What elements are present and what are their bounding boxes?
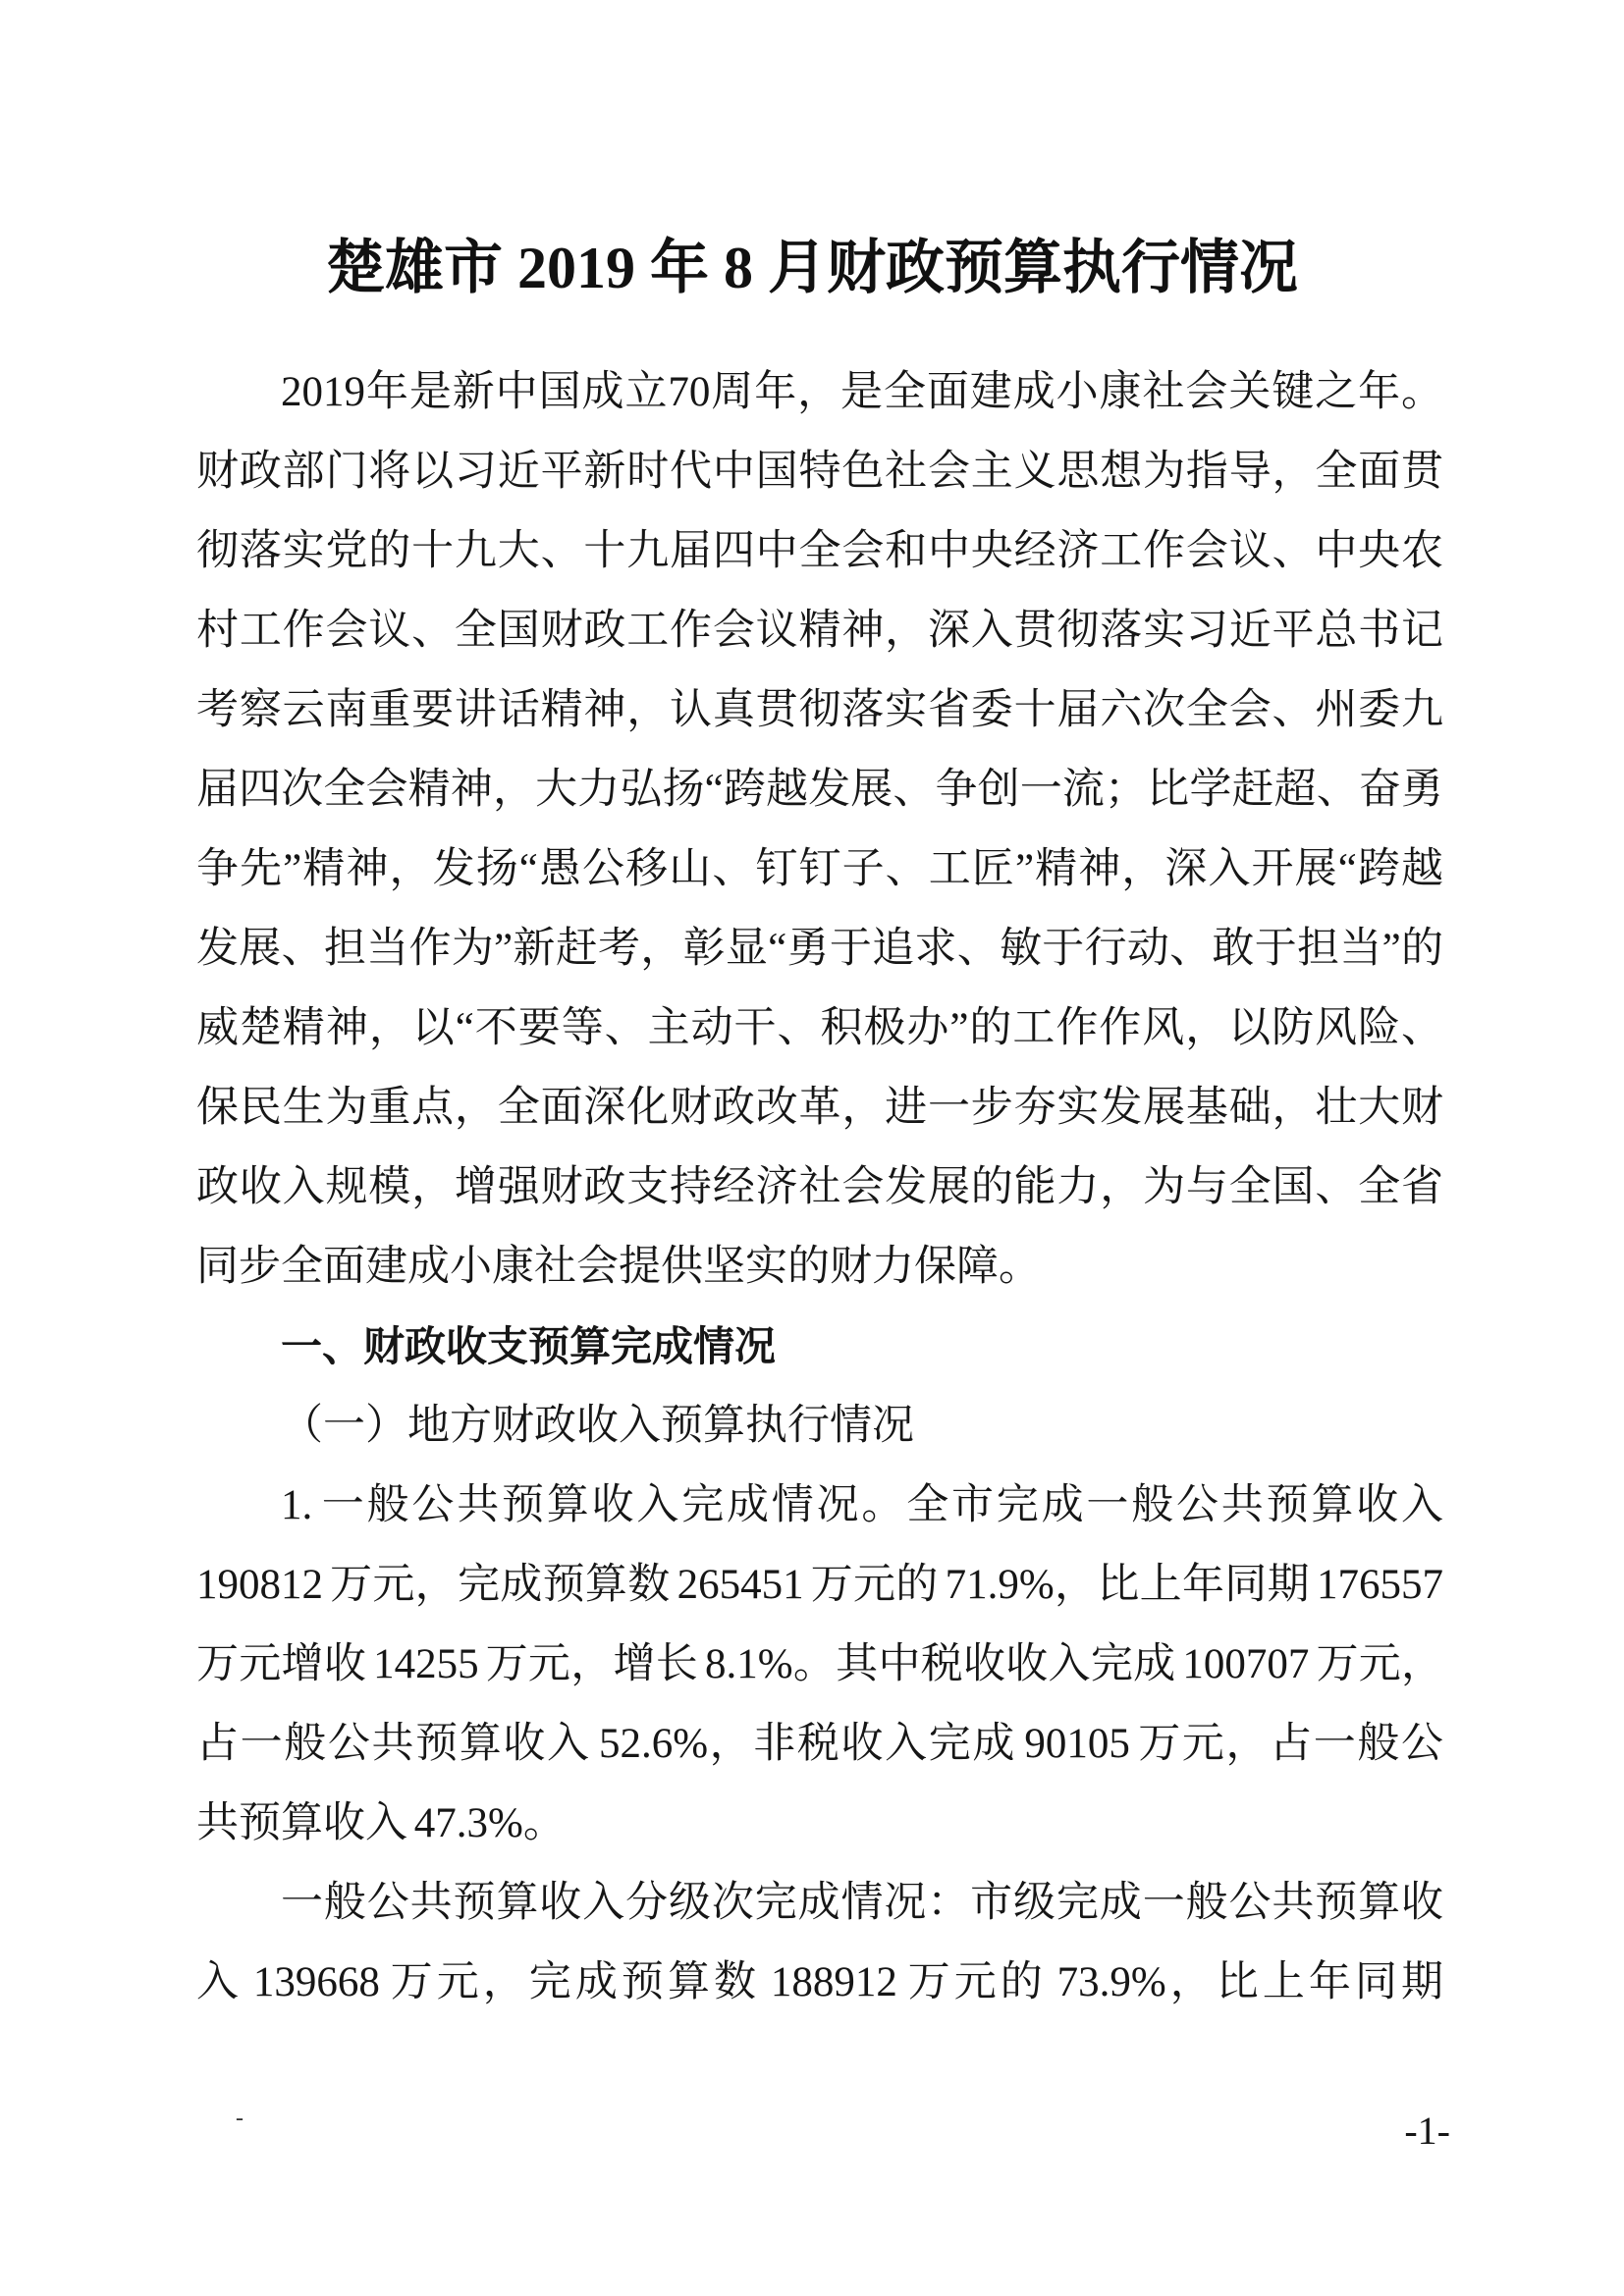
paragraph-line: 2019年是新中国成立70周年，是全面建成小康社会关键之年。 xyxy=(281,369,1443,415)
subsection-heading: （一）地方财政收入预算执行情况 xyxy=(281,1401,914,1450)
paragraph-line: 共预算收入 47.3%。 xyxy=(196,1800,566,1846)
paragraph-line: 同步全面建成小康社会提供坚实的财力保障。 xyxy=(196,1244,1041,1290)
paragraph-line: 占一般公共预算收入 52.6%，非税收入完成 90105 万元，占一般公 xyxy=(196,1721,1443,1767)
paragraph-line: 发展、担当作为”新赶考，彰显“勇于追求、敏于行动、敢于担当”的 xyxy=(196,926,1443,972)
paragraph-line: 届四次全会精神，大力弘扬“跨越发展、争创一流；比学赶超、奋勇 xyxy=(196,767,1443,813)
page-number: -1- xyxy=(1404,2109,1450,2153)
paragraph-line: 考察云南重要讲话精神，认真贯彻落实省委十届六次全会、州委九 xyxy=(196,687,1443,733)
paragraph-line: 入 139668 万元，完成预算数 188912 万元的 73.9%，比上年同期 xyxy=(196,1959,1443,2005)
document-body xyxy=(196,352,1443,2022)
paragraph-line: 保民生为重点，全面深化财政改革，进一步夯实发展基础，壮大财 xyxy=(196,1085,1443,1131)
paragraph-line: 村工作会议、全国财政工作会议精神，深入贯彻落实习近平总书记 xyxy=(196,608,1443,654)
paragraph-line: 一般公共预算收入分级次完成情况：市级完成一般公共预算收 xyxy=(281,1880,1443,1926)
paragraph-line: 彻落实党的十九大、十九届四中全会和中央经济工作会议、中央农 xyxy=(196,528,1443,574)
paragraph-line: 政收入规模，增强财政支持经济社会发展的能力，为与全国、全省 xyxy=(196,1164,1443,1210)
revenue-paragraph xyxy=(196,1466,1443,1863)
paragraph-line: 威楚精神，以“不要等、主动干、积极办”的工作作风，以防风险、 xyxy=(196,1005,1443,1051)
paragraph-line: 万元增收 14255 万元，增长 8.1%。其中税收收入完成 100707 万元， xyxy=(196,1641,1443,1687)
paragraph-line: 财政部门将以习近平新时代中国特色社会主义思想为指导，全面贯 xyxy=(196,449,1443,495)
document-title: 楚雄市 2019 年 8 月财政预算执行情况 xyxy=(326,236,1298,300)
paragraph-line: 190812 万元，完成预算数 265451 万元的 71.9%，比上年同期 176557 xyxy=(196,1562,1443,1608)
paragraph-line: 争先”精神，发扬“愚公移山、钉钉子、工匠”精神，深入开展“跨越 xyxy=(196,846,1443,892)
paragraph-line: 1. 一般公共预算收入完成情况。全市完成一般公共预算收入 xyxy=(281,1482,1443,1528)
level-paragraph xyxy=(196,1863,1443,2022)
footer-mark: - xyxy=(236,2106,244,2131)
section-heading: 一、财政收支预算完成情况 xyxy=(281,1322,777,1370)
intro-paragraph xyxy=(196,352,1443,1307)
